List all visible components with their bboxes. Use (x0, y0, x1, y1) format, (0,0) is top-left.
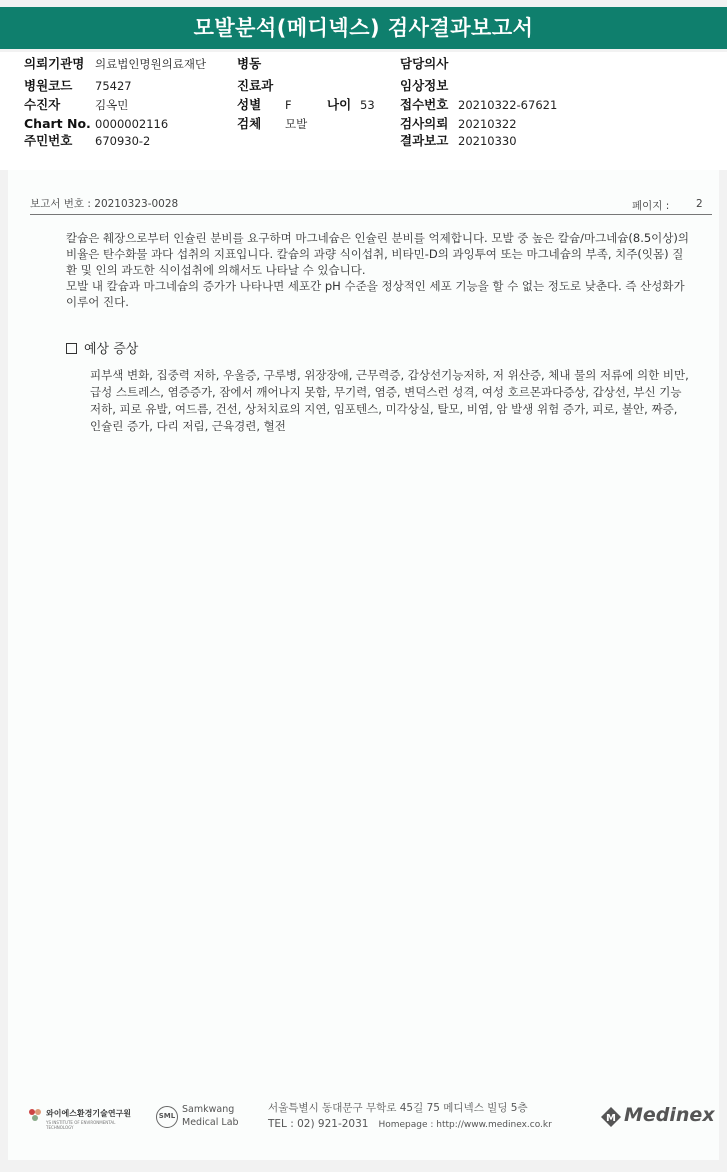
page-label: 페이지 : (632, 200, 670, 212)
expected-symptoms-heading (66, 338, 138, 357)
svg-text:M: M (606, 1113, 616, 1124)
report-page (8, 170, 719, 1160)
institution-label: 의뢰기관명 (24, 56, 85, 71)
sex-value: F (285, 98, 292, 112)
telephone: TEL : 02) 921-2031 (268, 1118, 369, 1130)
clinical-info-label: 임상정보 (400, 78, 449, 93)
sml-mark-icon: SML (156, 1106, 178, 1128)
analysis-paragraph-1: 칼슘은 췌장으로부터 인슐린 분비를 요구하며 마그네슘은 인슐린 분비를 억제합니다. 모발 중 높은 칼슘/마그네슘(8.5이상)의 비율은 탄수화물 과다 섭취의 지표입니다. 칼슘의 과량 식이섭취, 비타민-D의 과잉투여 또는 마그네슘의 부족, 치주(잇몸) 질환 및 인의 과도한 식이섭취에 의해서도 나타날 수 있습니다. (66, 231, 689, 277)
age-label: 나이 (327, 97, 352, 112)
medinex-logo (600, 1104, 715, 1132)
patient-label: 수진자 (24, 97, 61, 112)
contact-line (268, 1118, 552, 1130)
department-label: 진료과 (237, 78, 274, 93)
sex-label: 성별 (237, 97, 262, 112)
homepage-link[interactable]: Homepage : http://www.medinex.co.kr (378, 1120, 552, 1130)
chart-no-value: 0000002116 (95, 117, 169, 131)
hospital-code-value: 75427 (95, 79, 132, 93)
page-number: 2 (696, 198, 703, 210)
ward-label: 병동 (237, 56, 262, 71)
receipt-no-value: 20210322-67621 (458, 98, 558, 112)
resident-no-label: 주민번호 (24, 133, 73, 148)
doctor-label: 담당의사 (400, 56, 449, 71)
institution-value: 의료법인명원의료재단 (95, 57, 207, 71)
age-value: 53 (360, 98, 375, 112)
report-date-label: 결과보고 (400, 133, 449, 148)
company-address: 서울특별시 동대문구 무학로 45길 75 메디넥스 빌딩 5층 (268, 1102, 528, 1114)
specimen-value: 모발 (285, 117, 308, 131)
specimen-label: 검체 (237, 116, 262, 131)
resident-no-value: 670930-2 (95, 134, 151, 148)
section-title-text: 예상 증상 (84, 342, 139, 357)
medinex-m-icon (600, 1106, 622, 1128)
symptoms-list: 피부색 변화, 집중력 저하, 우울증, 구루병, 위장장애, 근무력증, 갑상선기능저하, 저 위산증, 체내 물의 저류에 의한 비만, 급성 스트레스, 염증증가, 잠에서 깨어나지 못함, 무기력, 염증, 변덕스런 성격, 여성 호르몬과다증상, 갑상선, 부신 기능 저하, 피로 유발, 여드름, 건선, 상처치료의 지연, 임포텐스, 미각상실, 탈모, 비염, 암 발생 위험 증가, 피로, 불안, 짜증, 인슐린 증가, 다리 저림, 근육경련, 혈전 (90, 368, 689, 433)
samkwang-line1: Samkwang (182, 1104, 235, 1115)
chart-no-label: Chart No. (24, 116, 91, 131)
samkwang-logo (156, 1102, 256, 1132)
header-divider (30, 214, 712, 215)
report-number: 보고서 번호 : 20210323-0028 (30, 198, 179, 210)
patient-value: 김옥민 (95, 98, 129, 112)
hospital-code-label: 병원코드 (24, 78, 73, 93)
analysis-text (66, 230, 690, 310)
ys-institute-name: 와이에스환경기술연구원 (46, 1109, 132, 1118)
report-date-value: 20210330 (458, 134, 517, 148)
patient-info-panel (0, 52, 727, 170)
analysis-paragraph-2: 모발 내 칼슘과 마그네슘의 증가가 나타나면 세포간 pH 수준을 정상적인 세포 기능을 할 수 없는 정도로 낮춘다. 즉 산성화가 이루어 진다. (66, 279, 685, 309)
request-date-label: 검사의뢰 (400, 116, 449, 131)
ys-institute-logo (28, 1106, 138, 1130)
samkwang-line2: Medical Lab (182, 1117, 239, 1128)
receipt-no-label: 접수번호 (400, 97, 449, 112)
ys-institute-sub: YS INSTITUTE OF ENVIRONMENTAL TECHNOLOGY (46, 1120, 116, 1130)
medinex-wordmark: Medinex (624, 1104, 715, 1126)
ys-leaf-icon (28, 1108, 42, 1122)
footer (0, 1094, 727, 1144)
request-date-value: 20210322 (458, 117, 517, 131)
checkbox-square-icon (66, 343, 77, 354)
report-title: 모발분석(메디넥스) 검사결과보고서 (0, 7, 727, 49)
